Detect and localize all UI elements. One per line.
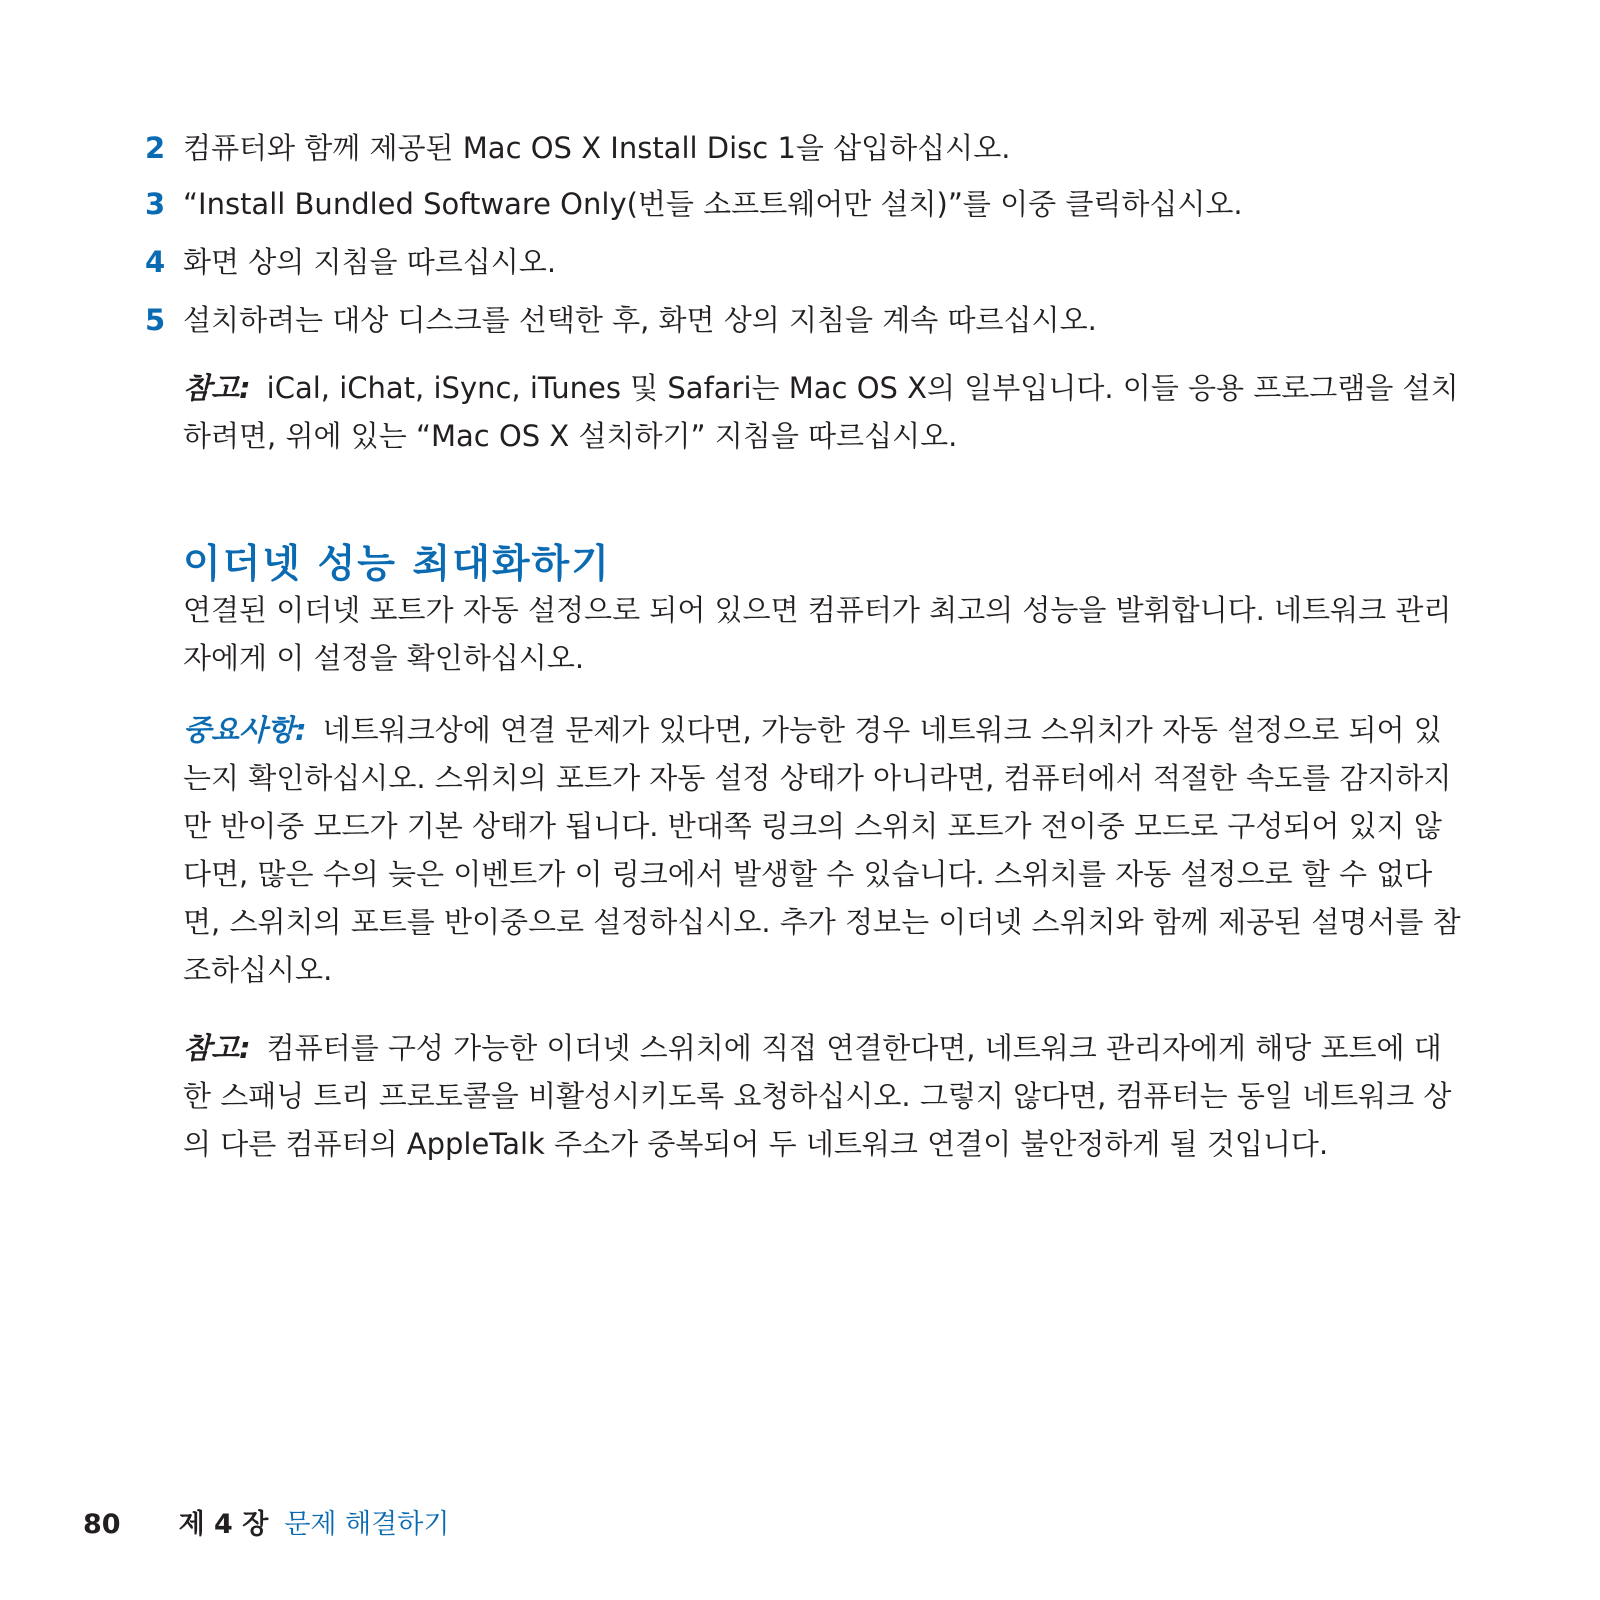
step-4 (145, 242, 1490, 282)
important-text: 네트워크상에 연결 문제가 있다면, 가능한 경우 네트워크 스위치가 자동 설정으로 되어 있는지 확인하십시오. 스위치의 포트가 자동 설정 상태가 아니라면, 컴퓨터에서 적절한 속도를 감지하지만 반이중 모드가 기본 상태가 됩니다. 반대쪽 링크의 스위치 포트가 전이중 모드로 구성되어 있지 않다면, 많은 수의 늦은 이벤트가 이 링크에서 발생할 수 있습니다. 스위치를 자동 설정으로 할 수 없다면, 스위치의 포트를 반이중으로 설정하십시오. 추가 정보는 이더넷 스위치와 함께 제공된 설명서를 참조하십시오. (183, 713, 1461, 987)
section-intro: 연결된 이더넷 포트가 자동 설정으로 되어 있으면 컴퓨터가 최고의 성능을 발휘합니다. 네트워크 관리자에게 이 설정을 확인하십시오. (183, 593, 1452, 675)
step-2 (145, 128, 1490, 168)
chapter-title: 문제 해결하기 (284, 1509, 450, 1540)
step-text: “Install Bundled Software Only(번들 소프트웨어만 설치)”를 이중 클릭하십시오. (183, 187, 1243, 221)
step-text: 설치하려는 대상 디스크를 선택한 후, 화면 상의 지침을 계속 따르십시오. (183, 303, 1097, 337)
step-3 (145, 184, 1490, 224)
note-paragraph-2 (183, 1024, 1463, 1168)
step-number: 4 (145, 245, 166, 279)
section-heading: 이더넷 성능 최대화하기 (183, 542, 611, 587)
step-text: 화면 상의 지침을 따르십시오. (183, 245, 557, 279)
note-paragraph-1 (183, 364, 1463, 460)
step-5 (145, 300, 1490, 340)
step-text: 컴퓨터와 함께 제공된 Mac OS X Install Disc 1을 삽입하십시오. (183, 131, 1011, 165)
page-number: 80 (83, 1509, 121, 1540)
step-number: 2 (145, 131, 166, 165)
chapter-label: 제 4 장 (178, 1509, 269, 1540)
page-footer (83, 1505, 449, 1545)
important-paragraph (183, 706, 1463, 994)
note-label: 참고: (183, 1031, 251, 1065)
note-label: 참고: (183, 371, 251, 405)
step-number: 5 (145, 303, 166, 337)
step-number: 3 (145, 187, 166, 221)
note-text: 컴퓨터를 구성 가능한 이더넷 스위치에 직접 연결한다면, 네트워크 관리자에게 해당 포트에 대한 스패닝 트리 프로토콜을 비활성시키도록 요청하십시오. 그렇지 않다면, 컴퓨터는 동일 네트워크 상의 다른 컴퓨터의 AppleTalk 주소가 중복되어 두 네트워크 연결이 불안정하게 될 것입니다. (183, 1031, 1452, 1161)
note-text: iCal, iChat, iSync, iTunes 및 Safari는 Mac OS X의 일부입니다. 이들 응용 프로그램을 설치하려면, 위에 있는 “Mac OS X 설치하기” 지침을 따르십시오. (183, 371, 1459, 453)
important-label: 중요사항: (183, 713, 307, 747)
